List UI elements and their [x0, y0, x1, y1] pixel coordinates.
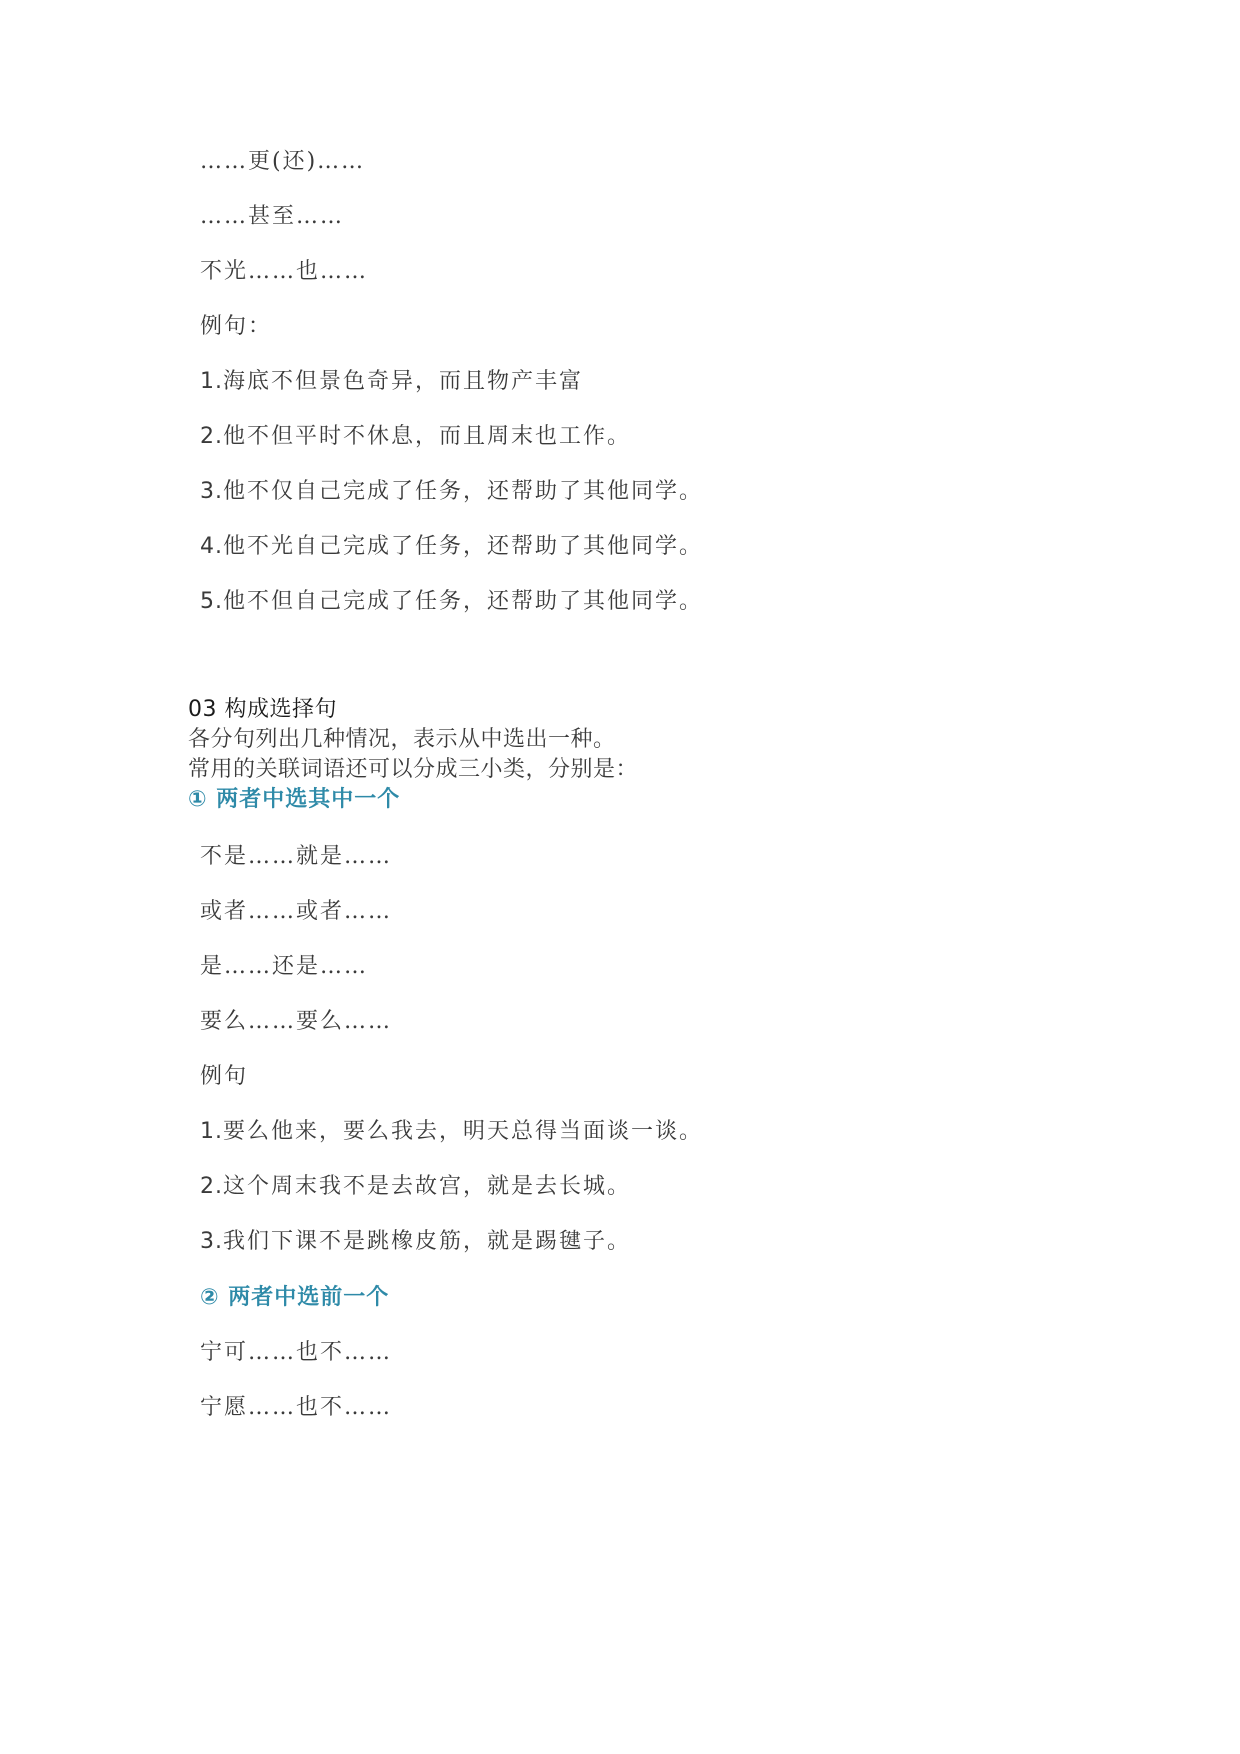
example-number: 1.	[200, 369, 223, 394]
example-number: 2.	[200, 1174, 223, 1199]
pattern-line: 宁可……也不……	[200, 1340, 393, 1365]
example-sentence	[200, 368, 583, 396]
example-number: 5.	[200, 589, 223, 614]
examples-label: 例句：	[200, 314, 273, 339]
example-sentence	[200, 478, 703, 506]
pattern-line: 是……还是……	[200, 954, 369, 979]
example-sentence	[200, 533, 703, 561]
example-text: 这个周末我不是去故宫，就是去长城。	[223, 1174, 632, 1199]
examples-label: 例句	[200, 1064, 249, 1089]
pattern-line: 不是……就是……	[200, 844, 393, 869]
section-description: 各分句列出几种情况，表示从中选出一种。	[188, 727, 616, 752]
pattern-line: 或者……或者……	[200, 899, 393, 924]
example-sentence	[200, 1118, 703, 1146]
pattern-line: 要么……要么……	[200, 1009, 393, 1034]
pattern-line: 不光……也……	[200, 259, 369, 284]
example-number: 2.	[200, 424, 223, 449]
pattern-line: ……更(还)……	[200, 149, 366, 174]
pattern-line: 宁愿……也不……	[200, 1395, 393, 1420]
section-description: 常用的关联词语还可以分成三小类，分别是：	[188, 757, 639, 782]
pattern-line: ……甚至……	[200, 204, 345, 229]
example-text: 他不但自己完成了任务，还帮助了其他同学。	[223, 589, 704, 614]
example-text: 他不光自己完成了任务，还帮助了其他同学。	[223, 534, 704, 559]
subsection-heading: ② 两者中选前一个	[200, 1285, 390, 1310]
section-title: 03 构成选择句	[188, 697, 337, 722]
example-number: 3.	[200, 479, 223, 504]
example-number: 4.	[200, 534, 223, 559]
example-number: 3.	[200, 1229, 223, 1254]
example-sentence	[200, 588, 703, 616]
example-sentence	[200, 423, 631, 451]
example-text: 他不仅自己完成了任务，还帮助了其他同学。	[223, 479, 704, 504]
example-sentence	[200, 1173, 631, 1201]
subsection-heading: ① 两者中选其中一个	[188, 787, 401, 812]
example-sentence	[200, 1228, 631, 1256]
example-text: 他不但平时不休息，而且周末也工作。	[223, 424, 632, 449]
example-text: 海底不但景色奇异，而且物产丰富	[223, 369, 584, 394]
example-number: 1.	[200, 1119, 223, 1144]
example-text: 要么他来，要么我去，明天总得当面谈一谈。	[223, 1119, 704, 1144]
example-text: 我们下课不是跳橡皮筋，就是踢毽子。	[223, 1229, 632, 1254]
